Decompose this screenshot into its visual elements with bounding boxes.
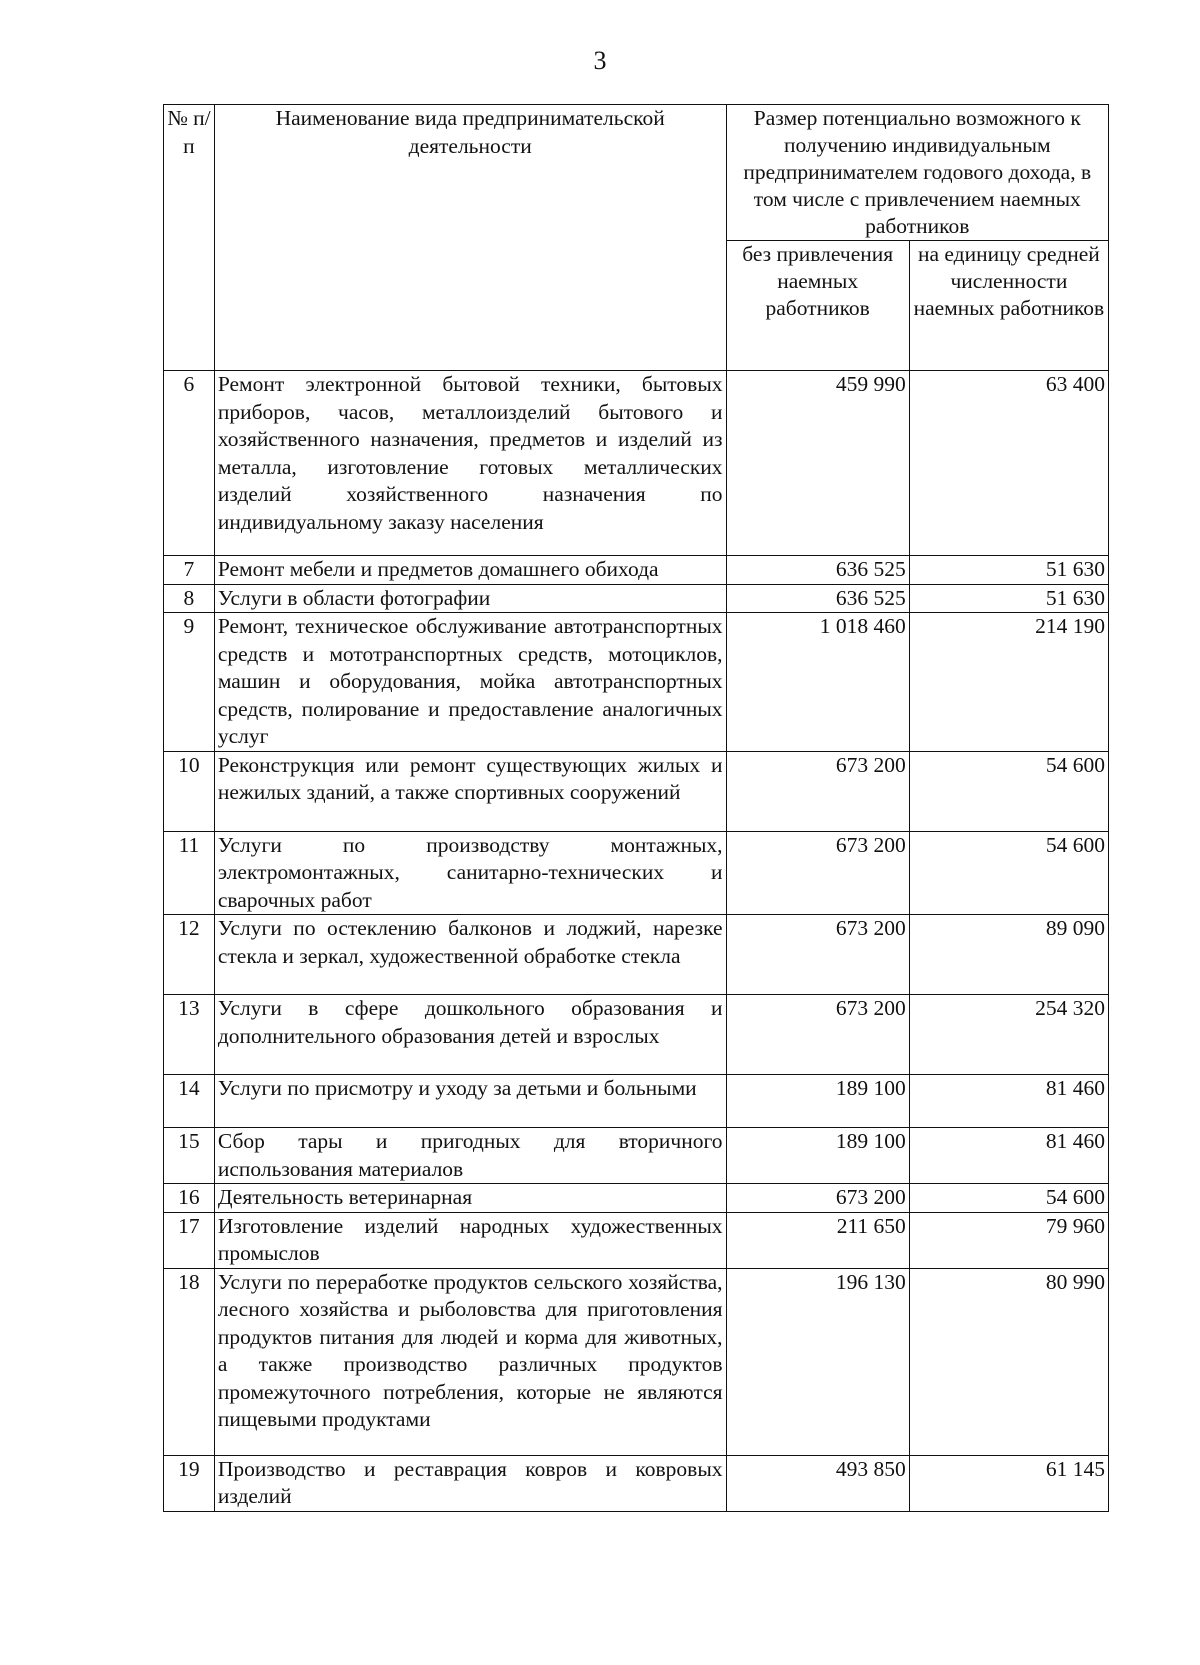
income-per-employee: 51 630: [909, 556, 1108, 585]
row-number: 17: [164, 1212, 215, 1268]
row-number: 7: [164, 556, 215, 585]
header-without-employees: без привлечения наемных работников: [726, 241, 909, 371]
page-number: 3: [593, 46, 607, 75]
table-row: [164, 995, 1109, 1075]
activity-name: Реконструкция или ремонт существующих жилых и нежилых зданий, а также спортивных сооружений: [214, 751, 726, 831]
row-number: 10: [164, 751, 215, 831]
header-num: № п/п: [164, 105, 215, 371]
header-activity-name: Наименование вида предпринимательской деятельности: [214, 105, 726, 371]
table-row: [164, 1268, 1109, 1455]
row-number: 11: [164, 831, 215, 915]
table-row: [164, 1075, 1109, 1128]
activity-name: Изготовление изделий народных художественных промыслов: [214, 1212, 726, 1268]
income-without-employees: 673 200: [726, 995, 909, 1075]
income-per-employee: 81 460: [909, 1128, 1108, 1184]
income-per-employee: 61 145: [909, 1455, 1108, 1511]
table-row: [164, 1212, 1109, 1268]
income-without-employees: 673 200: [726, 831, 909, 915]
income-per-employee: 80 990: [909, 1268, 1108, 1455]
row-number: 16: [164, 1184, 215, 1213]
income-per-employee: 254 320: [909, 995, 1108, 1075]
income-without-employees: 673 200: [726, 915, 909, 995]
income-without-employees: 673 200: [726, 1184, 909, 1213]
income-per-employee: 81 460: [909, 1075, 1108, 1128]
income-without-employees: 636 525: [726, 556, 909, 585]
income-without-employees: 673 200: [726, 751, 909, 831]
table-row: [164, 1128, 1109, 1184]
income-per-employee: 214 190: [909, 613, 1108, 752]
income-without-employees: 196 130: [726, 1268, 909, 1455]
row-number: 15: [164, 1128, 215, 1184]
activity-name: Производство и реставрация ковров и ковровых изделий: [214, 1455, 726, 1511]
row-number: 6: [164, 371, 215, 556]
activity-name: Деятельность ветеринарная: [214, 1184, 726, 1213]
income-per-employee: 54 600: [909, 751, 1108, 831]
income-without-employees: 189 100: [726, 1128, 909, 1184]
row-number: 18: [164, 1268, 215, 1455]
header-income-group: Размер потенциально возможного к получению индивидуальным предпринимателем годового дохода, в том числе с привлечением наемных работников: [726, 105, 1108, 241]
income-without-employees: 636 525: [726, 584, 909, 613]
activity-name: Ремонт, техническое обслуживание автотранспортных средств и мототранспортных средств, мотоциклов, машин и оборудования, мойка автотранспортных средств, полирование и предоставление аналогичных услуг: [214, 613, 726, 752]
row-number: 8: [164, 584, 215, 613]
table-row: [164, 584, 1109, 613]
income-without-employees: 493 850: [726, 1455, 909, 1511]
income-without-employees: 459 990: [726, 371, 909, 556]
row-number: 14: [164, 1075, 215, 1128]
activity-name: Услуги по переработке продуктов сельского хозяйства, лесного хозяйства и рыболовства для приготовления продуктов питания для людей и корма для животных, а также производство различных продуктов промежуточного потребления, которые не являются пищевыми продуктами: [214, 1268, 726, 1455]
income-per-employee: 54 600: [909, 1184, 1108, 1213]
row-number: 12: [164, 915, 215, 995]
income-without-employees: 211 650: [726, 1212, 909, 1268]
table-body: [164, 371, 1109, 1512]
activity-name: Услуги по производству монтажных, электромонтажных, санитарно-технических и сварочных работ: [214, 831, 726, 915]
income-per-employee: 51 630: [909, 584, 1108, 613]
table-row: [164, 613, 1109, 752]
income-table: [163, 104, 1109, 1512]
activity-name: Сбор тары и пригодных для вторичного использования материалов: [214, 1128, 726, 1184]
table-row: [164, 1184, 1109, 1213]
income-without-employees: 189 100: [726, 1075, 909, 1128]
row-number: 19: [164, 1455, 215, 1511]
income-without-employees: 1 018 460: [726, 613, 909, 752]
table-row: [164, 556, 1109, 585]
table-row: [164, 915, 1109, 995]
table-row: [164, 831, 1109, 915]
header-per-employee: на единицу средней численности наемных работников: [909, 241, 1108, 371]
activity-name: Ремонт мебели и предметов домашнего обихода: [214, 556, 726, 585]
table-row: [164, 1455, 1109, 1511]
table-row: [164, 371, 1109, 556]
table-row: [164, 751, 1109, 831]
row-number: 13: [164, 995, 215, 1075]
activity-name: Услуги по присмотру и уходу за детьми и больными: [214, 1075, 726, 1128]
income-per-employee: 79 960: [909, 1212, 1108, 1268]
income-per-employee: 89 090: [909, 915, 1108, 995]
activity-name: Услуги по остеклению балконов и лоджий, нарезке стекла и зеркал, художественной обработке стекла: [214, 915, 726, 995]
activity-name: Ремонт электронной бытовой техники, бытовых приборов, часов, металлоизделий бытового и хозяйственного назначения, предметов и изделий из металла, изготовление готовых металлических изделий хозяйственного назначения по индивидуальному заказу населения: [214, 371, 726, 556]
row-number: 9: [164, 613, 215, 752]
income-per-employee: 54 600: [909, 831, 1108, 915]
activity-name: Услуги в области фотографии: [214, 584, 726, 613]
income-per-employee: 63 400: [909, 371, 1108, 556]
activity-name: Услуги в сфере дошкольного образования и дополнительного образования детей и взрослых: [214, 995, 726, 1075]
